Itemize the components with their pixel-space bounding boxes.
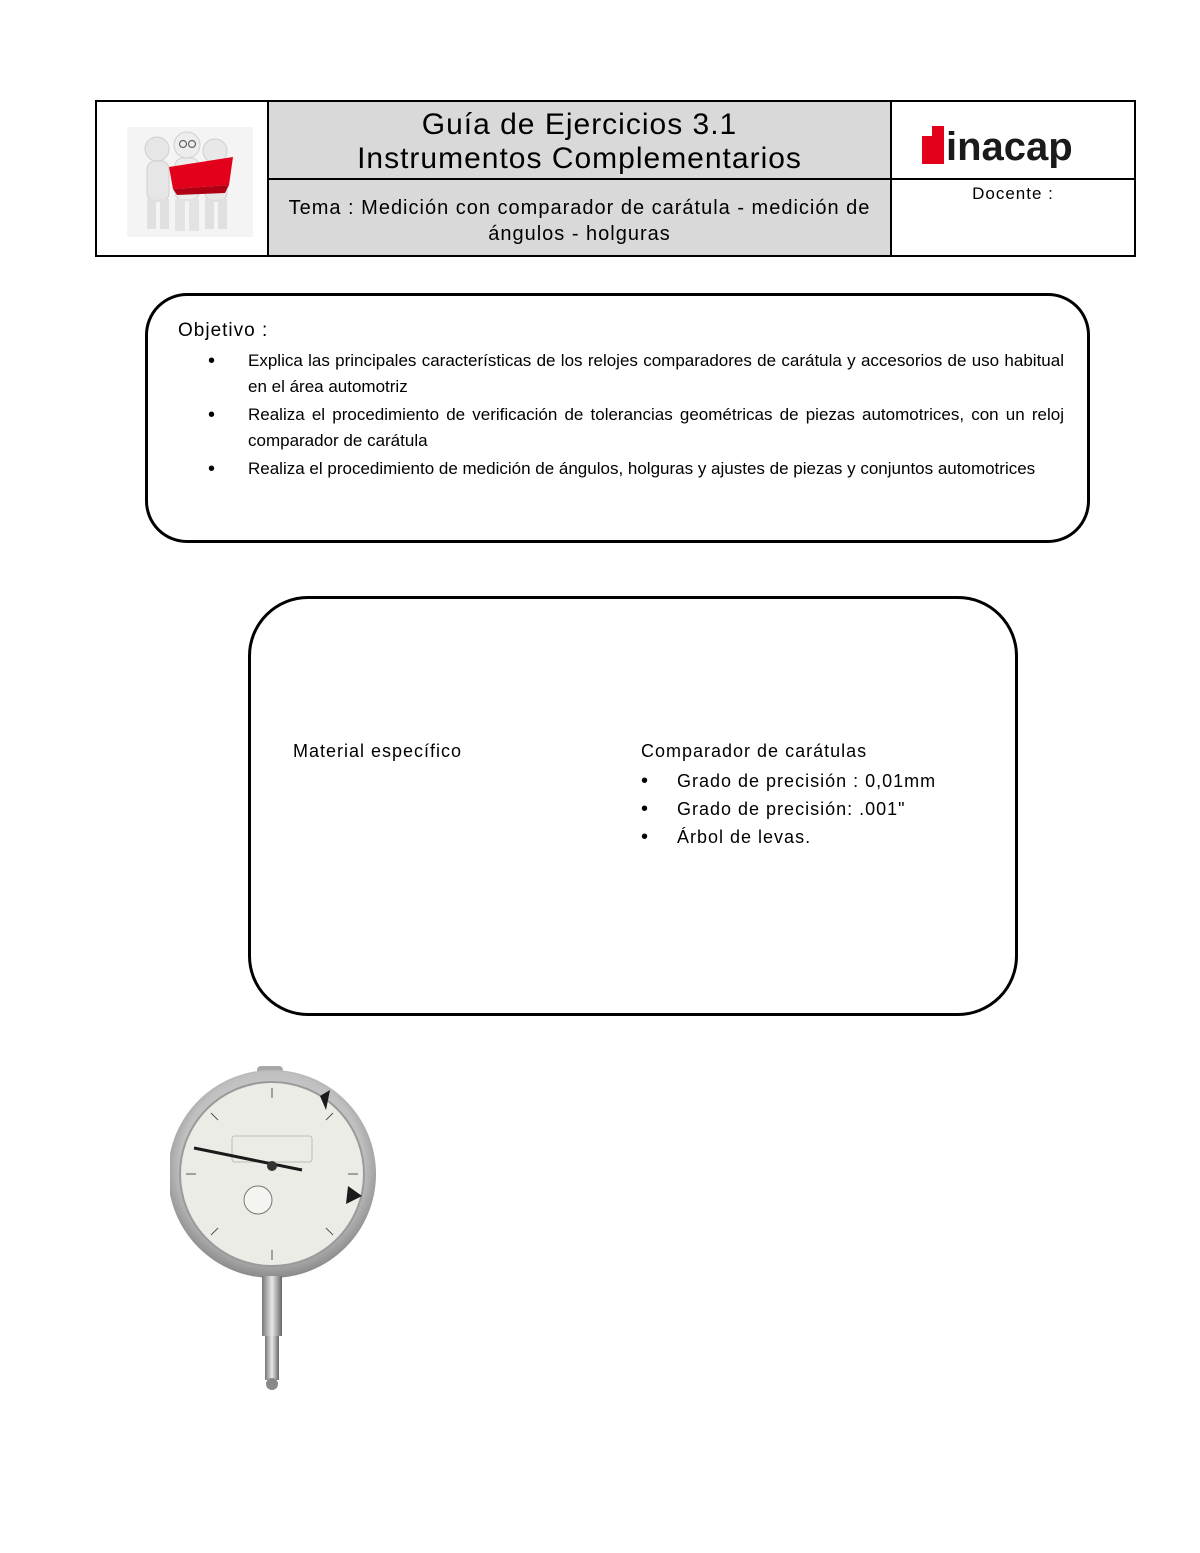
comparador-item: • Árbol de levas. [641, 823, 936, 851]
title-line-1: Guía de Ejercicios 3.1 [421, 108, 738, 141]
objetivo-item: • Explica las principales características de los relojes comparadores de carátula y accesorios de uso habitual en el área automotriz [208, 348, 1064, 400]
objetivo-list [208, 348, 1064, 484]
brand-cell [892, 102, 1134, 180]
objetivo-item: • Realiza el procedimiento de medición de ángulos, holguras y ajustes de piezas y conjuntos automotrices [208, 456, 1064, 482]
objetivo-box [145, 293, 1090, 543]
inacap-logo [922, 122, 1102, 168]
tema-text: Tema : Medición con comparador de carátula - medición de ángulos - holguras [269, 180, 892, 255]
people-reading-illustration [127, 127, 253, 237]
objetivo-item: • Realiza el procedimiento de verificación de tolerancias geométricas de piezas automotrices, con un reloj comparador de carátula [208, 402, 1064, 454]
comparador-item: • Grado de precisión : 0,01mm [641, 767, 936, 795]
comparador-list [641, 767, 936, 851]
docente-label: Docente : [972, 184, 1054, 203]
header-illustration-cell [97, 102, 269, 255]
comparador-title: Comparador de carátulas [641, 741, 868, 761]
material-box [248, 596, 1018, 1016]
dial-indicator-image [170, 1062, 390, 1412]
title-line-2: Instrumentos Complementarios [357, 142, 802, 175]
comparador-item: • Grado de precisión: .001" [641, 795, 936, 823]
brand-name: inacap [946, 125, 1073, 168]
header-table [95, 100, 1136, 257]
material-label: Material específico [293, 741, 463, 761]
objetivo-title: Objetivo : [178, 320, 269, 341]
document-title [269, 102, 892, 180]
